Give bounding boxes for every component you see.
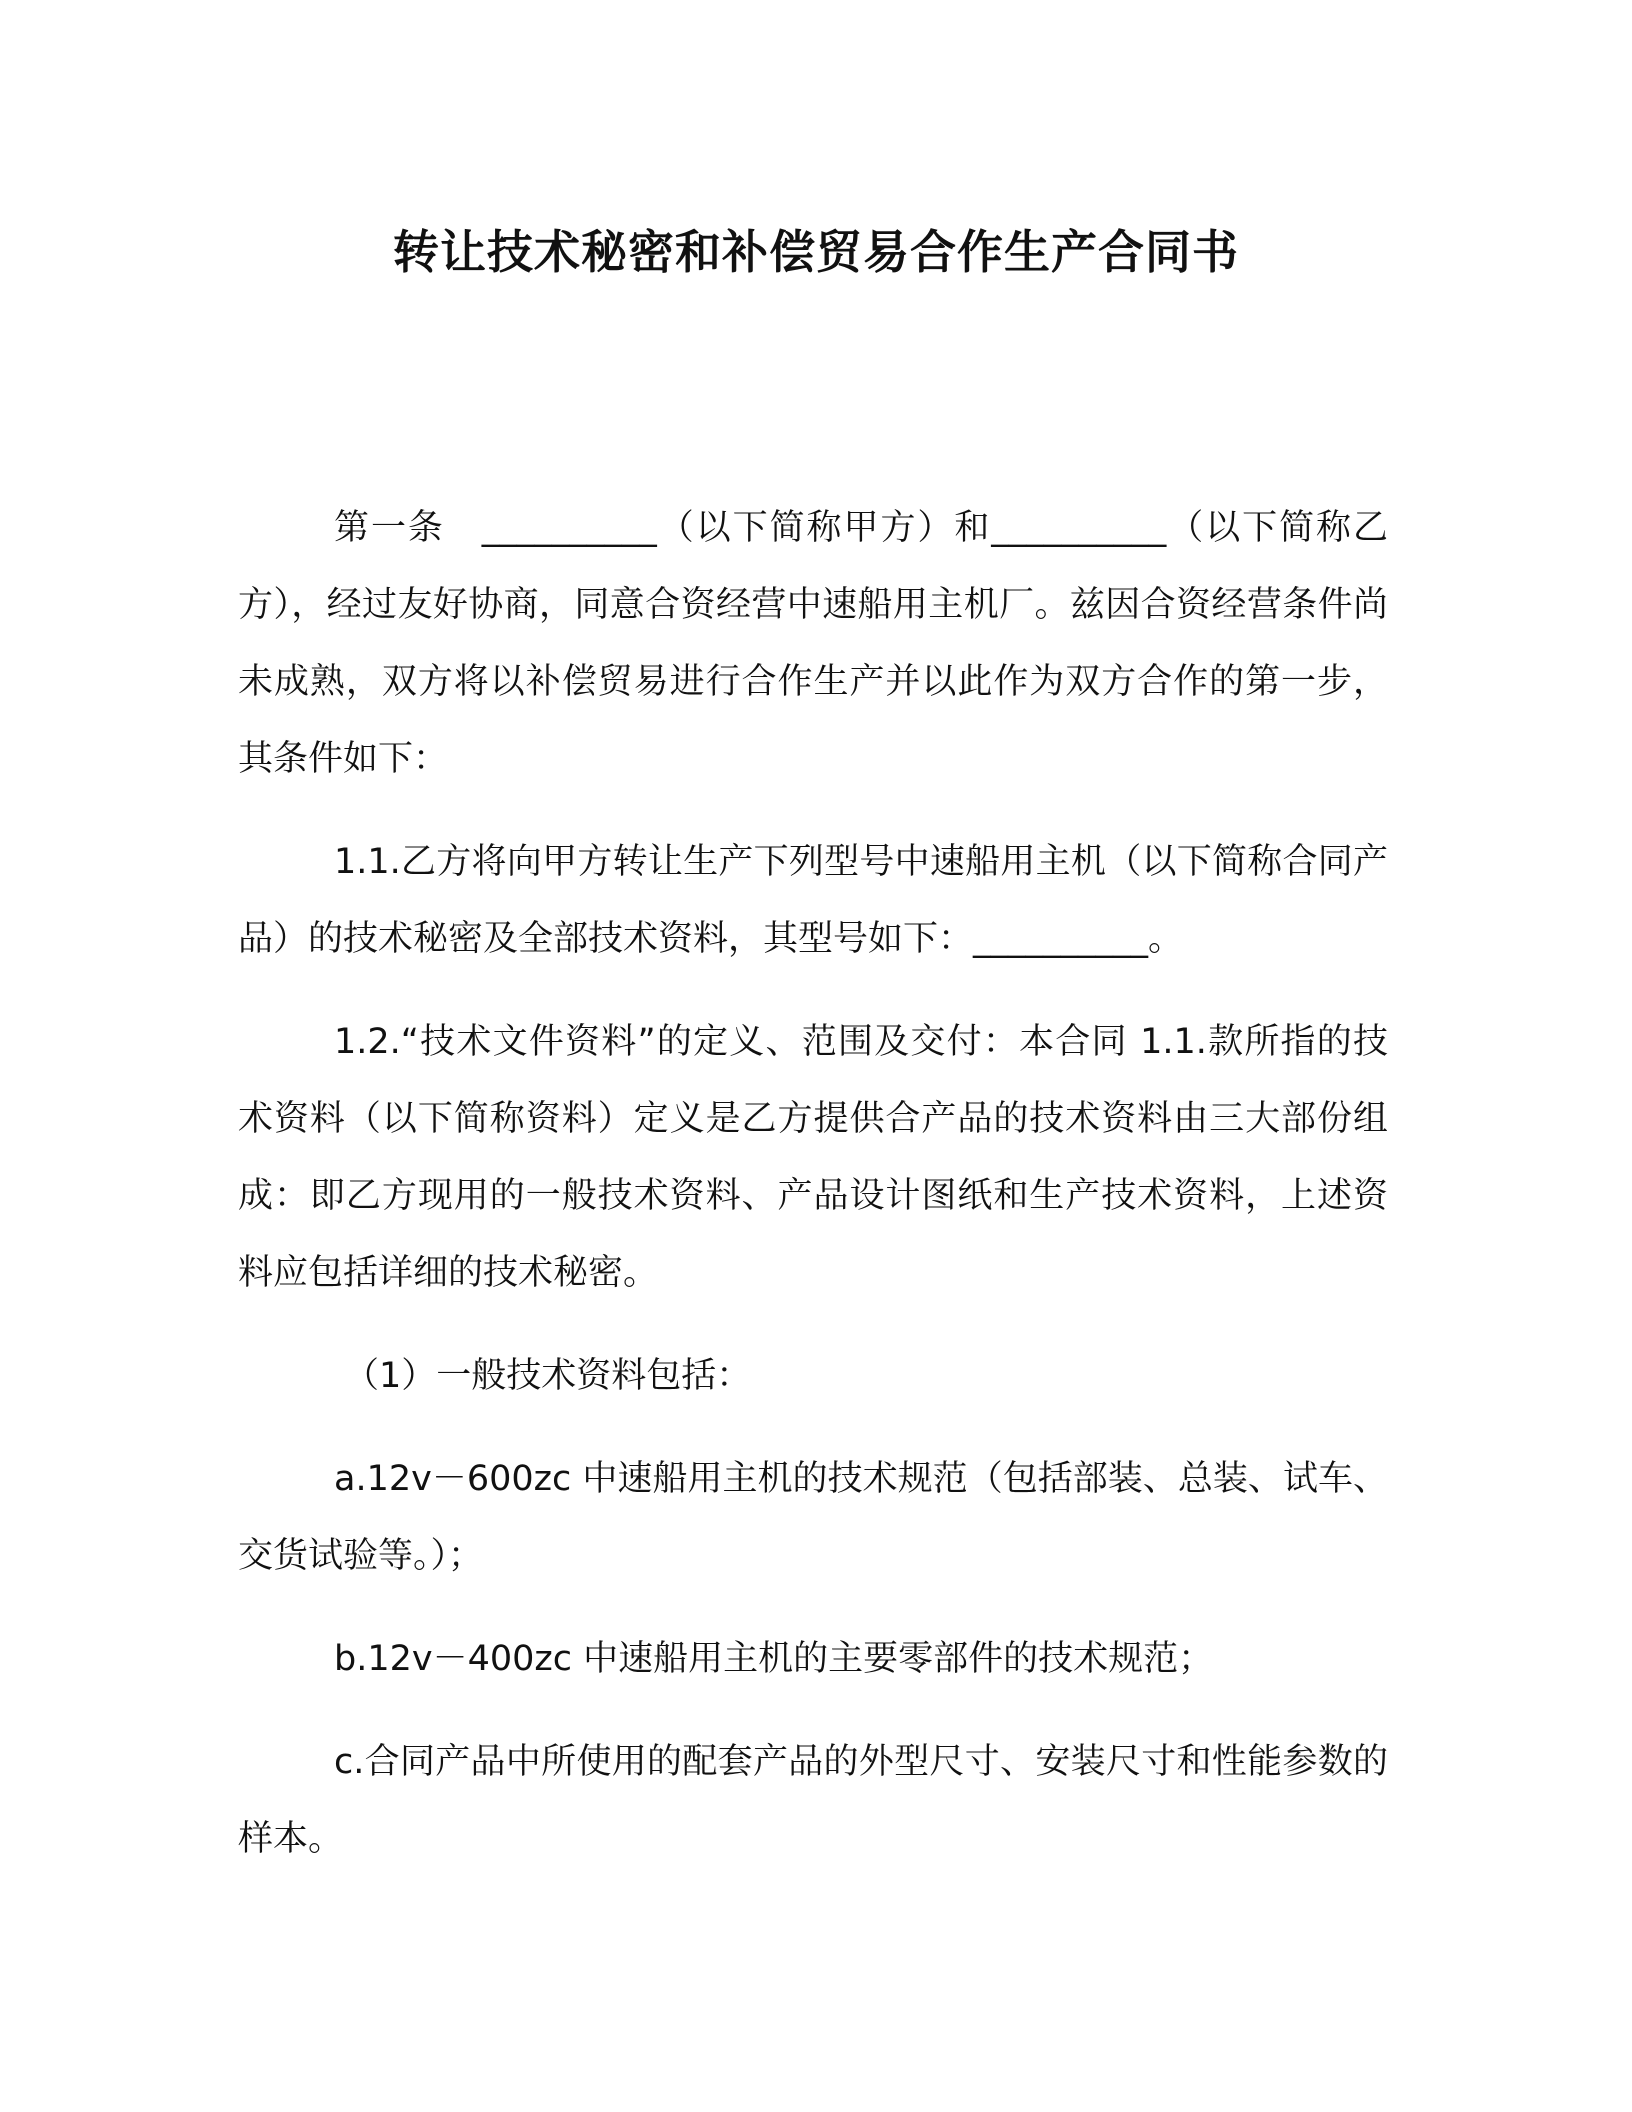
document-body [238,490,1388,1904]
paragraph-clause-1-2: 1.2.“技术文件资料”的定义、范围及交付：本合同 1.1.款所指的技术资料（以下简称资料）定义是乙方提供合产品的技术资料由三大部份组成：即乙方现用的一般技术资料、产品设计图纸和生产技术资料，上述资料应包括详细的技术秘密。 [238,1022,1388,1293]
paragraph-item-c: c.合同产品中所使用的配套产品的外型尺寸、安装尺寸和性能参数的样本。 [238,1742,1388,1859]
paragraph-general-technical-data: （1）一般技术资料包括： [344,1356,752,1396]
paragraph-article-one: 第一条 __________（以下简称甲方）和__________（以下简称乙方），经过友好协商，同意合资经营中速船用主机厂。兹因合资经营条件尚未成熟，双方将以补偿贸易进行合作生产并以此作为双方合作的第一步，其条件如下： [238,508,1388,779]
paragraph-item-b: b.12v－400zc 中速船用主机的主要零部件的技术规范； [334,1639,1214,1679]
paragraph-clause-1-1: 1.1.乙方将向甲方转让生产下列型号中速船用主机（以下简称合同产品）的技术秘密及全部技术资料，其型号如下：__________。 [238,842,1388,959]
document-title: 转让技术秘密和补偿贸易合作生产合同书 [393,225,1239,279]
paragraph-item-a: a.12v－600zc 中速船用主机的技术规范（包括部装、总装、试车、交货试验等。）； [238,1459,1388,1576]
